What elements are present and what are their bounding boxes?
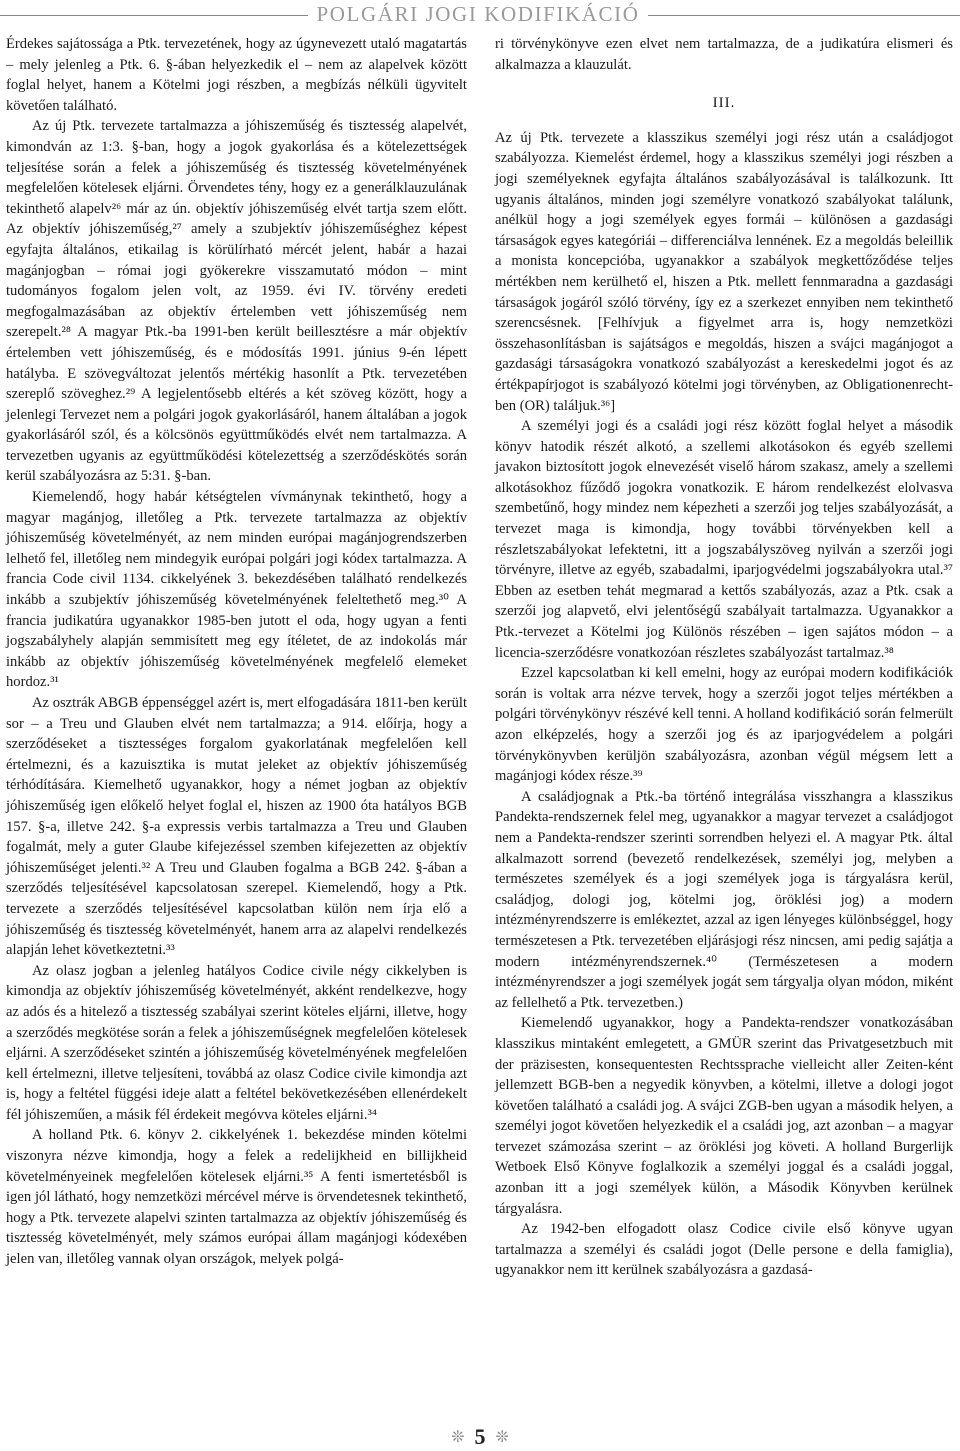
paragraph: Az új Ptk. tervezete tartalmazza a jóhiszeműség és tisztesség alapelvét, kimondván az 1:3. §-ban, hogy a jogok gyakorlása és a kötelezettségek teljesítése során a felek a jóhiszeműség és tisztesség követelményének megfelelően kötelesek eljárni. Örvendetes tény, hogy ez a generálklauzulának tekinthető alapelv²⁶ már az ún. objektív jóhiszeműség elvét tartja szem előtt. Az objektív jóhiszeműség,²⁷ amely a szubjektív jóhiszeműséghez képest egyfajta általános, etikailag is körülírható mércét jelent, habár a hazai magánjogban – római jogi gyökerekre visszamutató módon – mint tudományos fogalom jelen volt, az 1959. évi IV. törvény eredeti megfogalmazásában az objektív értelemben vett jóhiszeműség nem szerepelt.²⁸ A magyar Ptk.-ba 1991-ben került beillesztésre a már objektív értelemben vett jóhiszeműség, és e módosítás 1991. június 9-én lépett hatályba. E szövegváltozat jelentős mértékig hasonlít a Ptk. tervezetében szereplő szöveghez.²⁹ A legjelentősebb eltérés a két szöveg között, hogy a jelenlegi Tervezet nem a polgári jogok gyakorlásáról, hanem általában a jogok gyakorlásáról szól, és a kölcsönös együttműködés elvét nem tartalmazza. A tervezetben ugyanis az együttműködési kötelezettség a szerződéskötés során kerül szabályozásra az 5:31. §-ban. (6, 118, 467, 485)
left-column (6, 34, 467, 1270)
paragraph: Kiemelendő ugyanakkor, hogy a Pandekta-rendszer vonatkozásában klasszikus mintaként emlegetett, a GMÜR szerint das Privatgesetzbuch mit der präzisesten, konsequentesten Rechtssprache vielleicht aller Zeiten-ként jellemzett BGB-ben a negyedik könyvben, a kötelmi, illetve a dologi jogot követően található a családi jog. A svájci ZGB-ben ugyan a második helyen, a személyi jogot követően helyezkedik el a családi jog, azt azonban – a magyar tervezet számozása szerint – az öröklési jog követi. A holland Burgerlijk Wetboek Első Könyve foglalkozik a személyi joggal és a családi joggal, azonban itt a jogi személyek külön, a Második Könyvben kerülnek tárgyalásra. (495, 1015, 953, 1217)
paragraph: Ezzel kapcsolatban ki kell emelni, hogy az európai modern kodifikációk során is voltak arra nézve tervek, hogy a szerzői jogot teljes mértékben a polgári törvénykönyv részévé kell tenni. A holland kodifikáció során felmerült azon elképzelés, hogy a szerzői jog és az iparjogvédelem a polgári törvénykönyvben kerüljön szabályozásra, azonban végül mégsem lett a magánjogi kódex része.³⁹ (495, 665, 953, 785)
paragraph: Az új Ptk. tervezete a klasszikus személyi jogi rész után a családjogot szabályozza. Kiemelést érdemel, hogy a klasszikus személyi jogi részben a jogi személyeknek egyfajta általános szabályozásával is találkozunk. Itt ugyanis általános, minden jogi személyre vonatkozó szabályokat találunk, anélkül hogy a jogi személyek egyes formái – különösen a gazdasági társaságok egyes kategóriái – differenciálva lennének. Ez a megoldás beleillik a monista koncepcióba, ugyanakkor a szabályok megkettőződése teljes mértékben nem kerülhető el, hiszen a Ptk. mellett fennmaradna a gazdasági társaságok jogáról szóló törvény, így ez a szerkezet ennyiben nem tekinthető szerencsésnek. [Felhívjuk a figyelmet arra is, hogy nemzetközi összehasonlításban is sajátságos e megoldás, hiszen a svájci magánjogot a gazdasági társaságokra vonatkozó szabályozást a kereskedelmi jogot és az értékpapírjogot is szabályozó kötelmi jogi törvényben, az Obligationenrecht-ben (OR) találjuk.³⁶] (495, 129, 953, 414)
ornament-right-icon: ❊ (495, 1429, 509, 1446)
paragraph: Az olasz jogban a jelenleg hatályos Codice civile négy cikkelyben is kimondja az objektív jóhiszeműség követelményét, akként rendelkezve, hogy az adós és a hitelező a tisztesség szabályai szerint köteles eljárni, illetve, hogy a szerződés megkötése során a felek a jóhiszeműségnek megfelelően kötelesek eljárni. A szerződéseket szintén a jóhiszeműség követelményének megfelelően kell értelmezni, illetve teljesíteni, továbbá az olasz Codice civile kimondja azt is, hogy a feltétel függési ideje alatt a feltétel bekövetkezésében ellenérdekelt fél jóhiszeműen, a másik fél érdekeit megóvva köteles eljárni.³⁴ (6, 962, 467, 1123)
page-number: 5 (474, 1424, 486, 1449)
paragraph: A családjognak a Ptk.-ba történő integrálása visszhangra a klasszikus Pandekta-rendszernek felel meg, ugyanakkor a magyar tervezet a családjogot nem a Pandekta-rendszer szerinti sorrendben helyezi el. A magyar Ptk. által alkalmazott sorrend (bevezető rendelkezések, személyi jog, melyben a természetes személyek és a jogi személyek joga is tárgyalásra kerül, családjog, dologi jog, kötelmi jog, öröklési jog) a modern intézményrendszerre is emlékeztet, azzal az igen lényeges különbséggel, hogy természetesen a Ptk. tervezetében eljárásjogi rész nincsen, ami pedig sajátja a modern intézményrendszernek.⁴⁰ (Természetesen a modern intézményrendszer a jogi személyek jogát sem tárgyalja olyan módon, miként az fellelhető a Ptk. tervezetben.) (495, 788, 953, 1011)
section-heading: III. (712, 95, 736, 112)
header-rule-right (648, 15, 960, 16)
running-header (0, 0, 960, 32)
paragraph: A holland Ptk. 6. könyv 2. cikkelyének 1. bekezdése minden kötelmi viszonyra nézve kimondja, hogy a felek a redelijkheid en billijkheid követelményeinek megfelelően kötelesek eljárni.³⁵ A fenti ismertetésből is igen jól látható, hogy nemzetközi mércével mérve is örvendetesnek tekinthető, hogy a Ptk. tervezete alapelvi szinten tartalmazza az objektív jóhiszeműség és tisztesség követelményét, mely számos európai állam magánjogi kódexében jelen van, illetőleg vannak olyan országok, melyek polgá- (6, 1127, 467, 1268)
right-column (495, 34, 953, 1281)
paragraph: Kiemelendő, hogy habár kétségtelen vívmánynak tekinthető, hogy a magyar magánjog, illetőleg a Ptk. tervezete tartalmazza az objektív jóhiszeműség követelményét, az nem minden európai magánjogrendszerben lelhető fel, illetőleg nem mindegyik európai polgári jogi kódex tartalmazza. A francia Code civil 1134. cikkelyének 3. bekezdésében található rendelkezés inkább a szubjektív jóhiszeműség követelményének feleltethető meg.³⁰ A francia judikatúra ugyanakkor 1985-ben jutott el oda, hogy ugyan a fenti jogszabályhely alapján semmisített meg egy ítéletet, de az indokolás már inkább az objektív jóhiszeműség követelményének megfelelő elemeket hordoz.³¹ (6, 489, 467, 691)
paragraph: Érdekes sajátossága a Ptk. tervezetének, hogy az úgynevezett utaló magatartás – mely jelenleg a Ptk. 6. §-ában helyezkedik el – nem az alapelvek között foglal helyet, hanem a Kötelmi jogi részben, a megbízás nélküli ügyvitelt követően található. (6, 36, 467, 114)
page-footer (0, 1424, 960, 1450)
ornament-left-icon: ❊ (451, 1429, 465, 1446)
journal-title: POLGÁRI JOGI KODIFIKÁCIÓ (316, 2, 640, 26)
paragraph: Az 1942-ben elfogadott olasz Codice civile első könyve ugyan tartalmazza a személyi és családi jogot (Delle persone e della famiglia), ugyanakkor nem itt kerülnek szabályozásra a gazdasá- (495, 1221, 953, 1279)
paragraph-continuation: ri törvénykönyve ezen elvet nem tartalmazza, de a judikatúra elismeri és alkalmazza a klauzulát. (495, 36, 953, 73)
paragraph: A személyi jogi és a családi jogi rész között foglal helyet a második könyv hatodik részét alkotó, a szellemi alkotásokon és egyéb szellemi javakon biztosított jogok elnevezését viselő három szakasz, amely a szellemi alkotásokhoz fűződő jogokra vonatkozik. E három rendelkezést elolvasva szembetűnő, hogy mindez nem képezheti a szerzői jog teljes szabályozását, a tervezet maga is kimondja, hogy további törvényekben kell a részletszabályokat lefektetni, itt a jogszabályszöveg nyilván a szerzői jogi törvényre, illetve az egyéb, szabadalmi, iparjogvédelmi jogszabályokra utal.³⁷ Ebben az esetben tehát megmarad a kettős szabályozás, azaz a Ptk. csak a szerzői jog alapvető, elvi jelentőségű szabályait tartalmazza. Ugyanakkor a Ptk.-tervezet a Kötelmi jog Különös részében – igen sajátos módon – a licencia-szerződésre vonatkozóan részletes szabályozást tartalmaz.³⁸ (495, 418, 953, 661)
paragraph: Az osztrák ABGB éppenséggel azért is, mert elfogadására 1811-ben került sor – a Treu und Glauben elvét nem tartalmazza; a 914. előírja, hogy a szerződéseket a tisztességes forgalom gyakorlatának megfelelően kell értelmezni, és a kazuisztika is mutat jeleket az objektív jóhiszeműség térhódítására. Kiemelhető ugyanakkor, hogy a német jogban az objektív jóhiszeműség igen előkelő helyet foglal el, hiszen az 1900 óta hatályos BGB 157. §-a, illetve 242. §-a expressis verbis tartalmazza a Treu und Glauben fogalmát, mely a guter Glaube kifejezéssel szemben kifejezetten az objektív jóhiszeműséget jelenti.³² A Treu und Glauben fogalma a BGB 242. §-ában a szerződés teljesítésével kapcsolatosan szerepel. Kiemelendő, hogy a Ptk. tervezete a szerződés teljesítésével kapcsolatban külön nem írja elő a jóhiszeműség és tisztesség követelményét, hanem arra az alapelvi rendelkezés alapján lehet következtetni.³³ (6, 695, 467, 959)
header-rule-left (0, 15, 308, 16)
